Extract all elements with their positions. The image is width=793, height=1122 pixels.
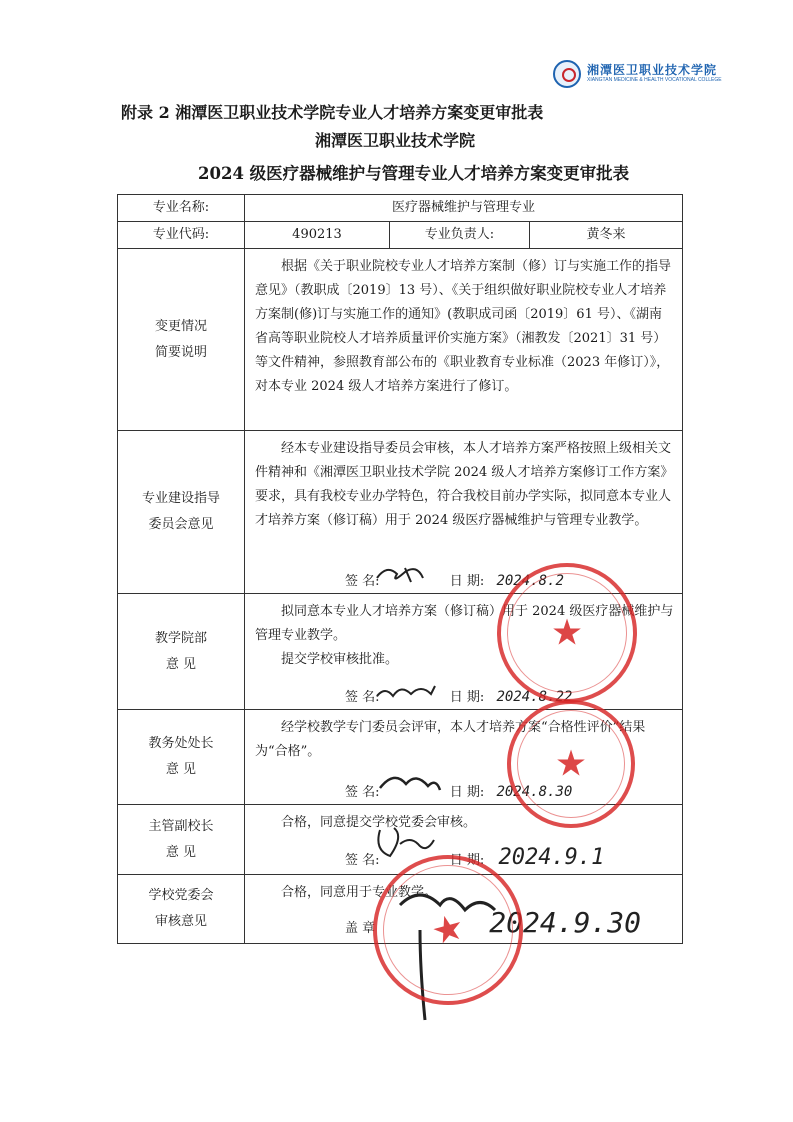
- logo-english-name: XIANGTAN MEDICINE & HEALTH VOCATIONAL COLLEGE: [587, 77, 722, 83]
- academic-text: 经学校教学专门委员会评审，本人才培养方案“合格性评价”结果为“合格”。: [255, 720, 646, 759]
- department-sign-label: 签 名:: [345, 690, 380, 705]
- vice-president-signature-stroke: [378, 828, 434, 856]
- academic-label-line2: 意 见: [165, 762, 197, 777]
- committee-sign-label: 签 名:: [345, 574, 380, 589]
- academic-seal: [507, 700, 635, 828]
- party-label-line2: 审核意见: [154, 914, 207, 929]
- committee-label-line2: 委员会意见: [148, 517, 214, 532]
- vice-president-label-line1: 主管副校长: [148, 818, 214, 834]
- school-heading: 湘潭医卫职业技术学院: [315, 131, 476, 150]
- academic-seal-star-icon: ★: [554, 743, 588, 785]
- change-text: 根据《关于职业院校专业人才培养方案制（修）订与实施工作的指导意见》（教职成〔2019〕13 号）、《关于组织做好职业院校专业人才培养方案制(修)订与实施工作的通知》(教职成司函〔2019〕61 号）、《湖南省高等职业院校人才培养质量评价实施方案》（湘教发〔2021〕31 号）等文件精神，参照教育部公布的《职业教育专业标准（2023 年修订）》，对本专业 2024 级人才培养方案进行了修订。: [255, 259, 672, 394]
- department-label-line2: 意 见: [165, 656, 197, 672]
- academic-signature-stroke: [380, 778, 440, 790]
- department-seal-star-icon: ★: [550, 612, 584, 654]
- change-label-line2: 简要说明: [154, 344, 207, 360]
- academic-sign-label: 签 名:: [345, 785, 380, 800]
- major-code-label: 专业代码:: [118, 222, 245, 249]
- leader-value: 黄冬来: [530, 222, 683, 249]
- vice-president-label-line2: 意 见: [165, 844, 197, 860]
- vice-president-sign-label: 签 名:: [345, 853, 380, 868]
- department-label-line1: 教学院部: [154, 630, 207, 646]
- party-seal-star-icon: ★: [427, 906, 469, 954]
- party-hand-date: 2024.9.30: [489, 906, 641, 939]
- committee-text: 经本专业建设指导委员会审核，本人才培养方案严格按照上级相关文件精神和《湘潭医卫职业技术学院 2024 级人才培养方案修订工作方案》要求，具有我校专业办学特色，符合我校目前办学实际，拟同意本专业人才培养方案（修订稿）用于 2024 级医疗器械维护与管理专业教学。: [255, 441, 674, 528]
- vice-president-hand-date: 2024.9.1: [498, 845, 605, 870]
- change-label-line1: 变更情况: [154, 318, 207, 334]
- committee-signature-stroke: [377, 568, 423, 582]
- major-code-value: 490213: [245, 222, 390, 249]
- committee-date-label: 日 期:: [449, 574, 485, 589]
- vice-president-text: 合格，同意提交学校党委会审核。: [281, 815, 477, 830]
- academic-label-line1: 教务处处长: [148, 736, 214, 751]
- major-name-label: 专业名称:: [118, 195, 245, 222]
- leader-label: 专业负责人:: [390, 222, 530, 249]
- department-text-2: 提交学校审核批准。: [281, 652, 399, 667]
- party-seal-label: 盖 章: [345, 921, 376, 936]
- party-text: 合格，同意用于专业教学。: [281, 885, 438, 900]
- department-hand-date: 2024.8.22: [496, 689, 573, 705]
- vice-president-date-label: 日 期:: [449, 853, 485, 868]
- academic-date-label: 日 期:: [449, 785, 485, 800]
- academic-hand-date: 2024.8.30: [496, 784, 573, 800]
- department-date-label: 日 期:: [449, 690, 485, 705]
- department-text: 拟同意本专业人才培养方案（修订稿）用于 2024 级医疗器械维护与管理专业教学。: [255, 604, 674, 643]
- form-title: 2024 级医疗器械维护与管理专业人才培养方案变更审批表: [198, 164, 630, 183]
- department-seal: [497, 563, 637, 703]
- committee-label-line1: 专业建设指导: [141, 491, 220, 506]
- major-name-value: 医疗器械维护与管理专业: [245, 195, 683, 222]
- committee-hand-date: 2024.8.2: [496, 573, 564, 589]
- logo-chinese-name: 湘潭医卫职业技术学院: [587, 63, 718, 77]
- department-signature-stroke: [377, 686, 435, 696]
- appendix-heading: 附录 2 湘潭医卫职业技术学院专业人才培养方案变更审批表: [121, 103, 544, 122]
- party-label-line1: 学校党委会: [148, 888, 214, 903]
